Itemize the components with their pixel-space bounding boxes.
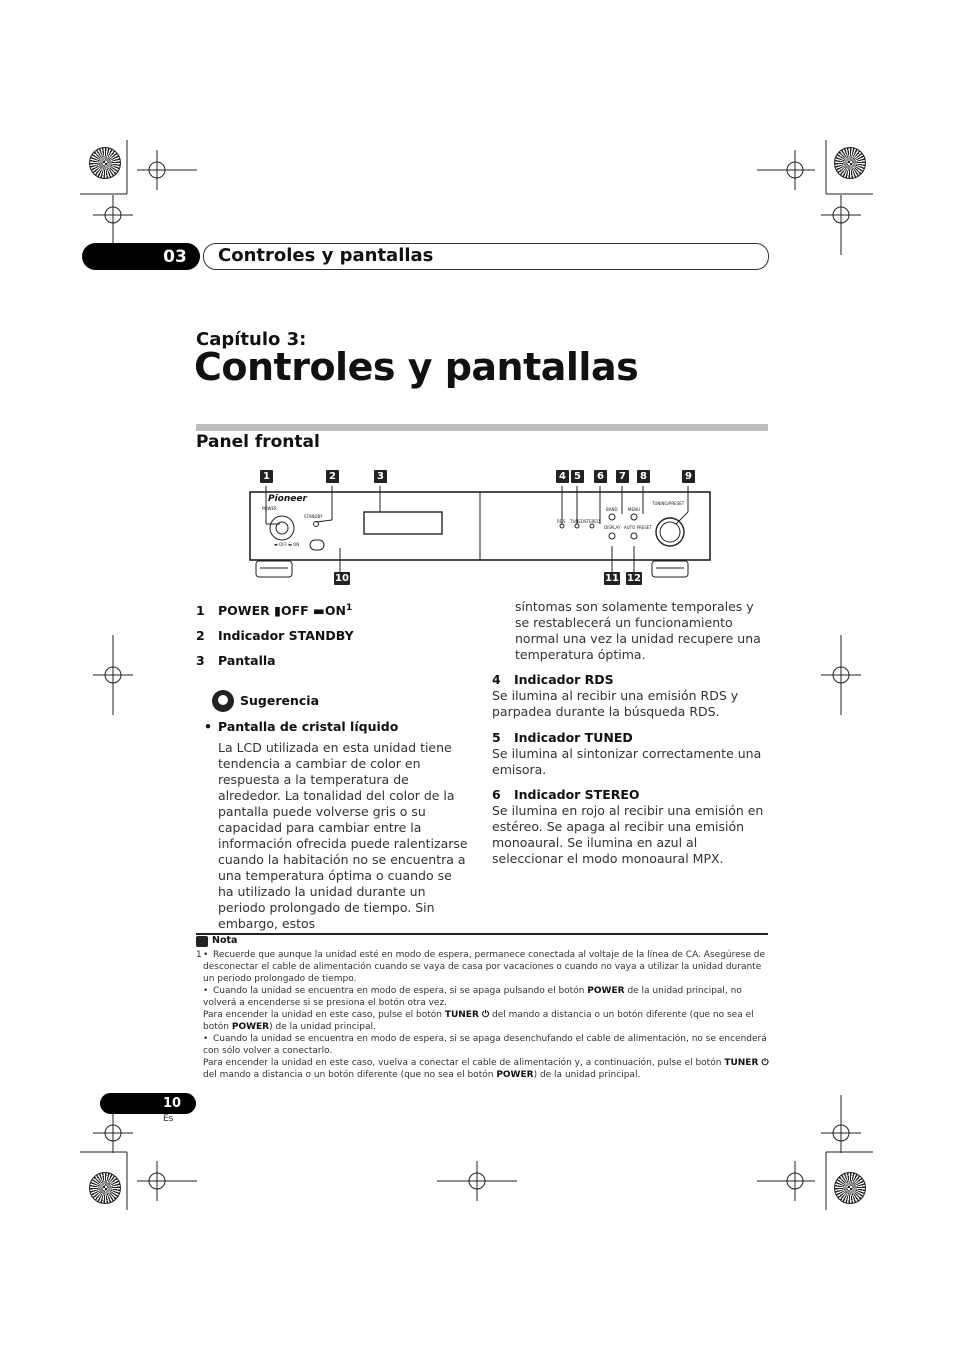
note-tuner-word: TUNER ⏻ [724, 1058, 769, 1068]
note-power-word: POWER [231, 1022, 270, 1032]
callout-8: 8 [637, 470, 650, 483]
label-auto-preset: AUTO PRESET [624, 525, 652, 530]
item-number: 1 [196, 603, 205, 619]
label-standby: STANDBY [304, 514, 323, 519]
label-tuned: TUNED [570, 519, 584, 524]
item-label: Indicador STANDBY [218, 628, 354, 643]
callout-2: 2 [326, 470, 339, 483]
callout-7: 7 [616, 470, 629, 483]
item-number: 6 [492, 787, 501, 802]
bullet-glyph: • [203, 986, 209, 996]
tip-text: La LCD utilizada en esta unidad tiene tendencia a cambiar de color en respuesta a la temperatura de alrededor. La tonalidad del color de la pantalla puede volverse gris o su capacidad para cambiar entre la información ofrecida puede ralentizarse cuando la habitación no se encuentra a una temperatura óptima o cuando se ha utilizado la unidad durante un periodo prolongado de tiempo. Sin embargo, estos [218, 740, 468, 931]
label-off-on: ▬ OFF ▬ ON [274, 542, 300, 547]
note-bullet-2 [203, 985, 771, 1033]
note-power-word: POWER [587, 986, 625, 996]
tip-continued: síntomas son solamente temporales y se restablecerá un funcionamiento normal una vez la unidad recupere una temperatura óptima. [515, 599, 761, 662]
front-panel-figure [240, 464, 720, 594]
label-tuning-preset: TUNING/PRESET [652, 501, 685, 506]
item-number: 2 [196, 628, 205, 643]
header-title: Controles y pantallas [218, 245, 434, 266]
note-rule [196, 933, 768, 935]
chapter-number: 03 [163, 247, 187, 267]
page-number: 10 [162, 1096, 182, 1111]
callout-4: 4 [556, 470, 569, 483]
label-rds: RDS [557, 519, 566, 524]
item-label: POWER ▮OFF ▬ON [218, 603, 346, 619]
section-rule [196, 424, 768, 431]
page-title: Controles y pantallas [194, 345, 639, 389]
section-title: Panel frontal [196, 432, 320, 452]
note-text-part: Cuando la unidad se encuentra en modo de espera, si se apaga pulsando el botón [213, 986, 585, 996]
chapter-label: Capítulo 3: [196, 329, 307, 350]
label-display: DISPLAY [604, 525, 621, 530]
item-2 [196, 628, 354, 643]
label-band: BAND [606, 507, 618, 512]
footnote-ref: 1 [345, 603, 353, 613]
item-label: Indicador RDS [514, 672, 614, 687]
label-power: POWER [262, 506, 277, 511]
tip-title: Sugerencia [240, 693, 319, 708]
callout-6: 6 [594, 470, 607, 483]
note-text-part: Para encender la unidad en este caso, pulse el botón [203, 1010, 442, 1020]
note-text-part: del mando a distancia o un botón diferente (que no sea el botón [203, 1010, 754, 1032]
item-1 [196, 603, 352, 618]
note-text-part: del mando a distancia o un botón diferente (que no sea el botón [203, 1070, 494, 1080]
callout-1: 1 [260, 470, 273, 483]
item-3 [196, 653, 276, 668]
item-4-text: Se ilumina al recibir una emisión RDS y parpadea durante la búsqueda RDS. [492, 688, 739, 719]
brand-logo: Pioneer [268, 494, 307, 504]
bullet-glyph: • [204, 719, 212, 734]
label-stereo: STEREO [584, 519, 600, 524]
item-label: Indicador STEREO [514, 787, 640, 802]
tip-icon-bulb [218, 695, 228, 705]
item-6 [492, 787, 640, 802]
item-label: Indicador TUNED [514, 730, 633, 745]
note-title: Nota [212, 935, 238, 946]
note-icon [196, 936, 208, 947]
item-5 [492, 730, 633, 745]
note-marker: 1 [196, 950, 202, 960]
item-label: Pantalla [218, 653, 276, 668]
note-bullet-3 [203, 1033, 771, 1081]
unit-drawing-svg [240, 484, 720, 584]
note-text-part: ) de la unidad principal. [269, 1022, 376, 1032]
bullet-glyph: • [203, 950, 209, 960]
note-text-part: Para encender la unidad en este caso, vuelva a conectar el cable de alimentación y, a continuación, pulse el botón [203, 1058, 722, 1068]
item-number: 5 [492, 730, 501, 745]
note-text-part: ) de la unidad principal. [533, 1070, 641, 1080]
item-4 [492, 672, 614, 687]
callout-5: 5 [571, 470, 584, 483]
bullet-glyph: • [203, 1034, 209, 1044]
note-tuner-word: TUNER ⏻ [444, 1010, 490, 1020]
note-bullet-1-text: Recuerde que aunque la unidad esté en modo de espera, permanece conectada al voltaje de la línea de CA. Asegúrese de desconectar el cable de alimentación cuando se vaya de casa por vacaciones o cuando no vaya a utilizar la unidad durante un periodo prolongado de tiempo. [203, 950, 765, 984]
note-text-part: de la unidad principal, no volverá a encenderse si se presiona el botón otra vez. [203, 986, 742, 1008]
note-bullet-1 [203, 949, 771, 985]
label-menu: MENU [628, 507, 640, 512]
item-5-text: Se ilumina al sintonizar correctamente una emisora. [492, 746, 762, 777]
callout-10: 10 [335, 573, 349, 584]
item-number: 3 [196, 653, 205, 668]
callout-3: 3 [374, 470, 387, 483]
note-power-word: POWER [496, 1070, 534, 1080]
callout-11: 11 [605, 573, 619, 584]
language-code: Es [163, 1114, 174, 1124]
tip-bullet [204, 719, 398, 734]
note-text-part: Cuando la unidad se encuentra en modo de espera, si se apaga desenchufando el cable de alimentación, no se encenderá con sólo volver a conectarlo. [203, 1034, 767, 1056]
tip-bullet-title: Pantalla de cristal líquido [218, 719, 399, 734]
callout-9: 9 [682, 470, 695, 483]
item-number: 4 [492, 672, 501, 687]
item-6-text: Se ilumina en rojo al recibir una emisión en estéreo. Se apaga al recibir una emisión monoaural. Se ilumina en azul al seleccionar el modo monoaural MPX. [492, 803, 764, 866]
callout-12: 12 [627, 573, 641, 584]
